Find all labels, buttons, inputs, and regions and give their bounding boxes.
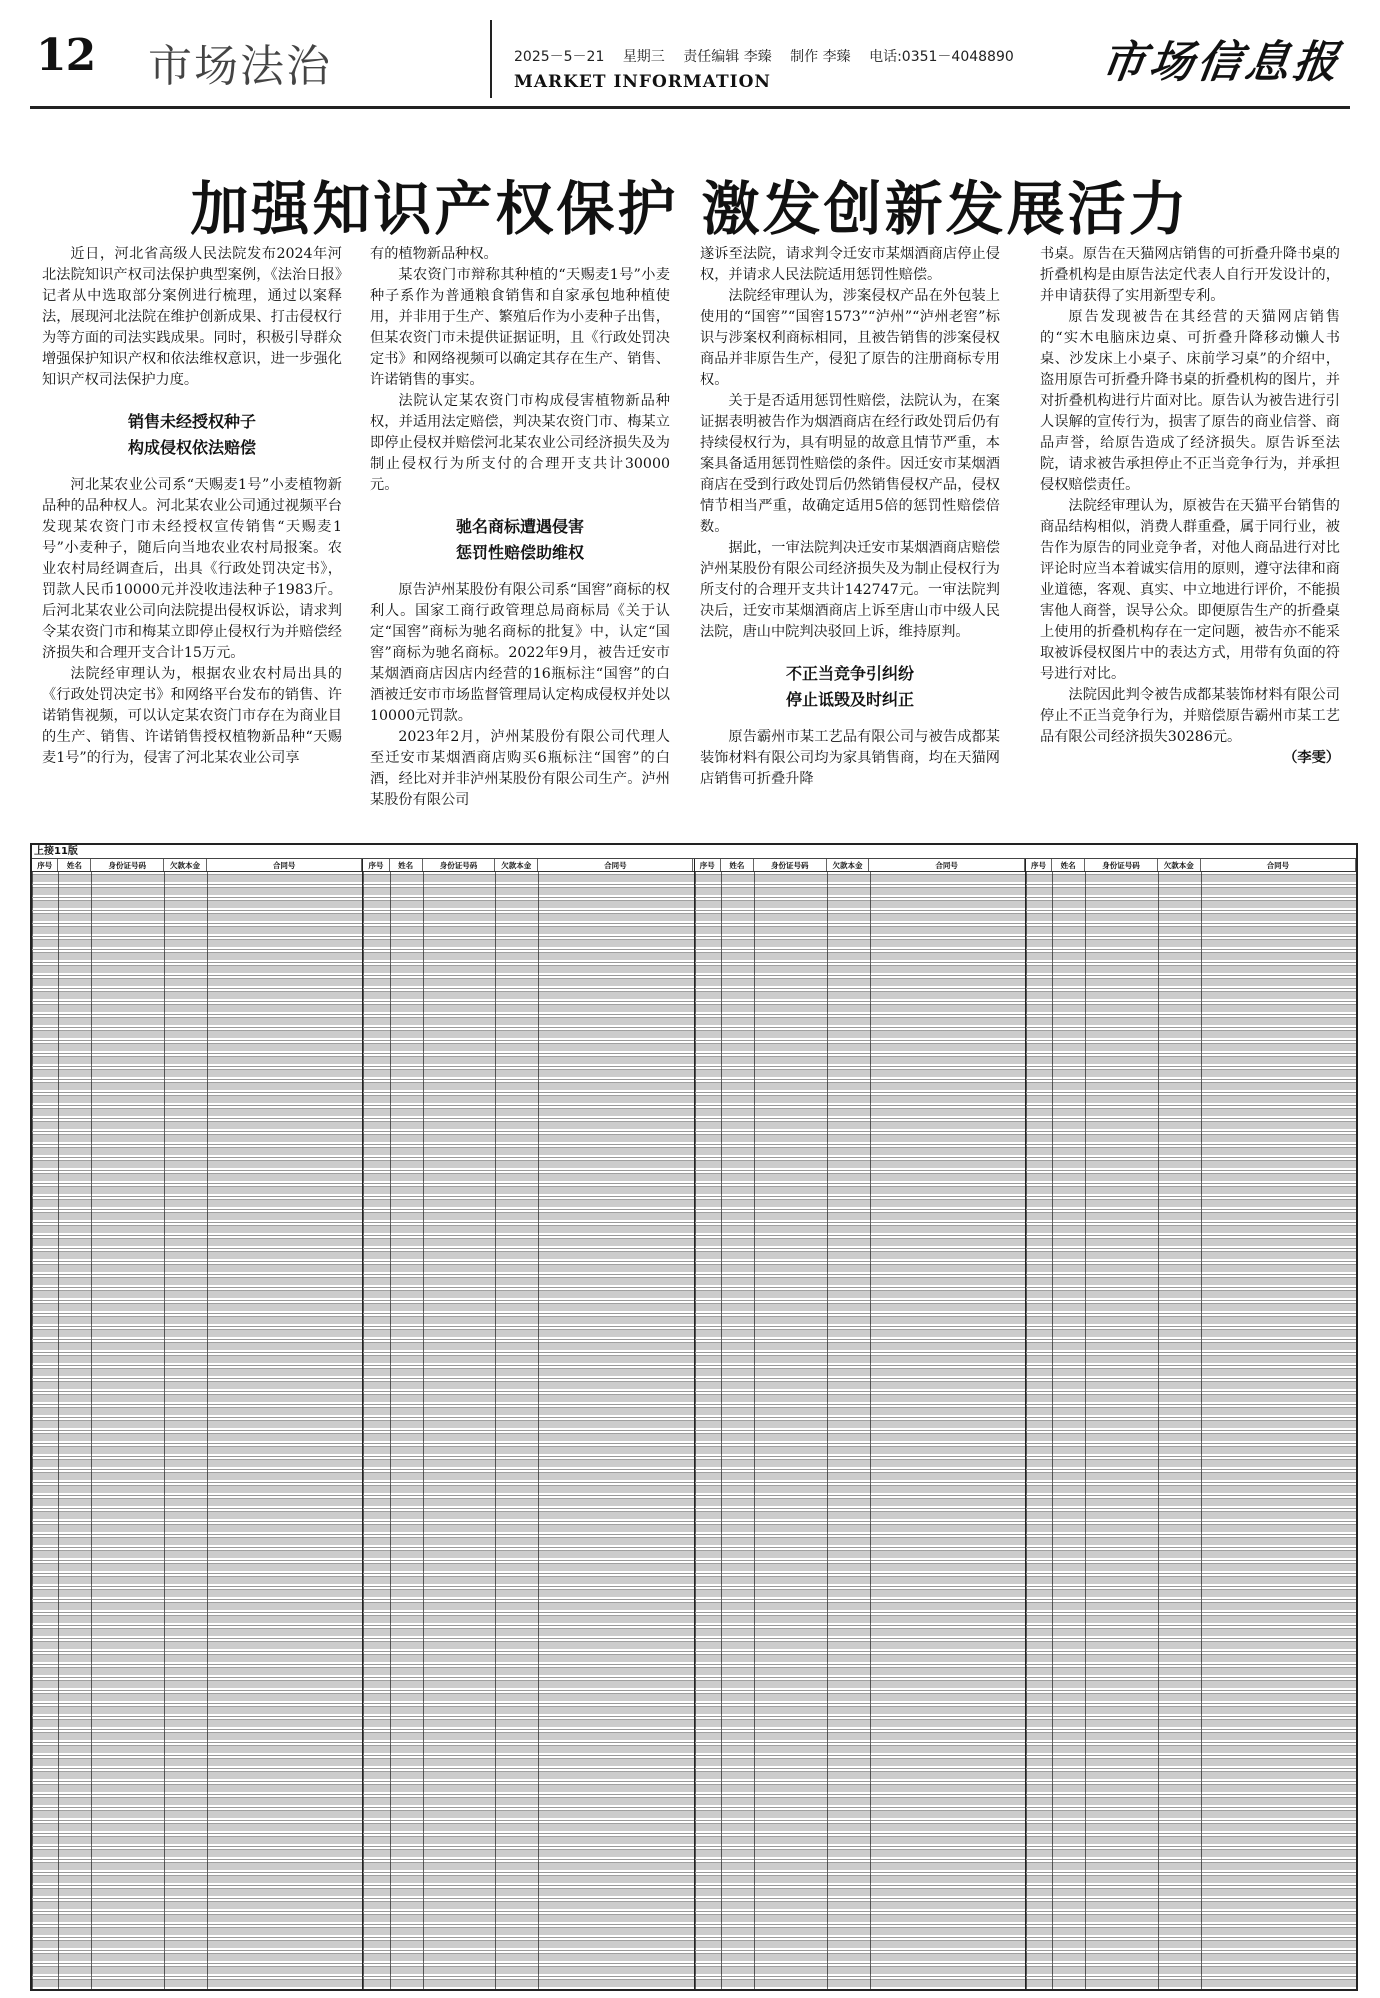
- paragraph: 法院认定某农资门市构成侵害植物新品种权，并适用法定赔偿，判决某农资门市、梅某立即停止侵权并赔偿河北某农业公司经济损失及为制止侵权行为所支付的合理开支共计30000元。: [370, 393, 670, 493]
- subhead-3: [700, 661, 1000, 713]
- page-number: 12: [36, 30, 96, 81]
- header-name: 姓名: [390, 859, 423, 871]
- paragraph: 法院因此判令被告成都某装饰材料有限公司停止不正当竞争行为，并赔偿原告霸州市某工艺品有限公司经济损失30286元。: [1040, 687, 1340, 745]
- subhead-1-line-2: 构成侵权依法赔偿: [127, 438, 256, 457]
- subhead-2-line-1: 驰名商标遭遇侵害: [455, 517, 584, 536]
- paragraph: 某农资门市辩称其种植的“天赐麦1号”小麦种子系作为普通粮食销售和自家承包地种植使用，并非用于生产、繁殖后作为小麦种子出售，但某农资门市未提供证据证明，且《行政处罚决定书》和网络视频可以确定其存在生产、销售、许诺销售的事实。: [370, 267, 670, 388]
- article-column-3: [700, 244, 1000, 790]
- table-column-group: [1026, 859, 1356, 1989]
- table-header: [1026, 859, 1356, 872]
- table-rows: [363, 872, 693, 1989]
- header-index: 序号: [695, 859, 721, 871]
- intro-paragraph: 近日，河北省高级人民法院发布2024年河北法院知识产权司法保护典型案例，《法治日报》记者从中选取部分案例进行梳理，通过以案释法，展现河北法院在维护创新成果、打击侵权行为等方面的司法实践成果。同时，积极引导群众增强保护知识产权和依法维权意识，进一步强化知识产权司法保护力度。: [42, 246, 342, 388]
- header-principal: 欠款本金: [827, 859, 870, 871]
- debtor-table: [30, 843, 1358, 1991]
- paragraph: 关于是否适用惩罚性赔偿，法院认为，在案证据表明被告作为烟酒商店在经行政处罚后仍有持续侵权行为，具有明显的故意且情节严重，本案具备适用惩罚性赔偿的条件。因迁安市某烟酒商店在受到行政处罚后仍然销售侵权产品，侵权情节相当严重，故确定适用5倍的惩罚性赔偿倍数。: [700, 393, 1000, 535]
- header-id: 身份证号码: [754, 859, 827, 871]
- page-header: [30, 20, 1350, 100]
- article-column-1: [42, 244, 342, 769]
- paragraph: 法院经审理认为，涉案侵权产品在外包装上使用的“国窖”“国窖1573”“泸州”“泸州老窖”标识与涉案权利商标相同，且被告销售的涉案侵权商品并非原告生产，侵犯了原告的注册商标专用权。: [700, 288, 1000, 388]
- table-continuation-note: 上接11版: [32, 845, 1356, 859]
- header-name: 姓名: [58, 859, 91, 871]
- table-body: [32, 859, 1356, 1989]
- table-column-group: [363, 859, 694, 1989]
- table-header: [695, 859, 1025, 872]
- paragraph: 法院经审理认为，根据农业农村局出具的《行政处罚决定书》和网络平台发布的销售、许诺销售视频，可以认定某农资门市存在为商业目的生产、销售、许诺销售授权植物新品种“天赐麦1号”的行为，侵害了河北某农业公司享: [42, 666, 342, 766]
- section-title: 市场法治: [148, 41, 332, 92]
- article-author: （李雯）: [1283, 750, 1340, 766]
- header-principal: 欠款本金: [164, 859, 207, 871]
- paragraph: 书桌。原告在天猫网店销售的可折叠升降书桌的折叠机构是由原告法定代表人自行开发设计的，并申请获得了实用新型专利。: [1040, 246, 1340, 304]
- header-name: 姓名: [721, 859, 754, 871]
- paragraph: 2023年2月，泸州某股份有限公司代理人至迁安市某烟酒商店购买6瓶标注“国窖”的白酒，经比对并非泸州某股份有限公司生产。泸州某股份有限公司: [370, 729, 670, 808]
- table-rows: [32, 872, 362, 1989]
- header-principal: 欠款本金: [495, 859, 538, 871]
- issue-weekday: 星期三: [622, 49, 665, 65]
- paragraph: 据此，一审法院判决迁安市某烟酒商店赔偿泸州某股份有限公司经济损失及为制止侵权行为所支付的合理开支共计142747元。一审法院判决后，迁安市某烟酒商店上诉至唐山市中级人民法院，唐山中院判决驳回上诉，维持原判。: [700, 540, 1000, 640]
- header-id: 身份证号码: [423, 859, 496, 871]
- table-rows: [695, 872, 1025, 1989]
- newspaper-logo: 市场信息报: [1097, 37, 1345, 88]
- paragraph: 有的植物新品种权。: [370, 246, 498, 262]
- subhead-2: [370, 514, 670, 566]
- table-header: [32, 859, 362, 872]
- subhead-1-line-1: 销售未经授权种子: [127, 412, 256, 431]
- phone: 电话:0351－4048890: [869, 49, 1014, 65]
- subhead-3-line-1: 不正当竞争引纠纷: [785, 664, 914, 683]
- table-column-group: [32, 859, 363, 1989]
- producer: 制作 李臻: [790, 49, 851, 65]
- header-principal: 欠款本金: [1158, 859, 1201, 871]
- english-section-title: MARKET INFORMATION: [514, 72, 771, 92]
- header-meta: [514, 46, 1028, 66]
- issue-date: 2025－5－21: [514, 49, 605, 65]
- header-divider: [490, 20, 492, 98]
- header-index: 序号: [32, 859, 58, 871]
- table-column-group: [695, 859, 1026, 1989]
- header-contract: 合同号: [869, 859, 1024, 871]
- paragraph: 原告霸州市某工艺品有限公司与被告成都某装饰材料有限公司均为家具销售商，均在天猫网店销售可折叠升降: [700, 729, 1000, 787]
- table-header: [363, 859, 693, 872]
- header-contract: 合同号: [1201, 859, 1356, 871]
- subhead-1: [42, 409, 342, 461]
- header-contract: 合同号: [207, 859, 362, 871]
- header-name: 姓名: [1052, 859, 1085, 871]
- header-index: 序号: [363, 859, 389, 871]
- paragraph: 原告泸州某股份有限公司系“国窖”商标的权利人。国家工商行政管理总局商标局《关于认定“国窖”商标为驰名商标的批复》中，认定“国窖”商标为驰名商标。2022年9月，被告迁安市某烟酒商店因店内经营的16瓶标注“国窖”的白酒被迁安市市场监督管理局认定构成侵权并处以10000元罚款。: [370, 582, 670, 724]
- editor: 责任编辑 李臻: [683, 49, 772, 65]
- header-index: 序号: [1026, 859, 1052, 871]
- article-column-4: [1040, 244, 1340, 769]
- subhead-2-line-2: 惩罚性赔偿助维权: [455, 543, 584, 562]
- paragraph: 法院经审理认为，原被告在天猫平台销售的商品结构相似，消费人群重叠，属于同行业，被告作为原告的同业竞争者，对他人商品进行对比评论时应当本着诚实信用的原则，遵守法律和商业道德，客观、真实、中立地进行评价，不能损害他人商誉，误导公众。即便原告生产的折叠桌上使用的折叠机构存在一定问题，被告亦不能采取被诉侵权图片中的表达方式，用带有负面的符号进行对比。: [1040, 498, 1340, 682]
- article-column-2: [370, 244, 670, 811]
- header-rule: [30, 106, 1350, 109]
- article-headline: 加强知识产权保护 激发创新发展活力: [190, 175, 1190, 243]
- paragraph: 河北某农业公司系“天赐麦1号”小麦植物新品种的品种权人。河北某农业公司通过视频平台发现某农资门市未经授权宣传销售“天赐麦1号”小麦种子，随后向当地农业农村局报案。农业农村局经调查后，出具《行政处罚决定书》，罚款人民币10000元并没收违法种子1983斤。后河北某农业公司向法院提出侵权诉讼，请求判令某农资门市和梅某立即停止侵权行为并赔偿经济损失和合理开支合计15万元。: [42, 477, 342, 661]
- paragraph: 遂诉至法院，请求判令迁安市某烟酒商店停止侵权，并请求人民法院适用惩罚性赔偿。: [700, 246, 1000, 283]
- header-contract: 合同号: [538, 859, 693, 871]
- paragraph: 原告发现被告在其经营的天猫网店销售的“实木电脑床边桌、可折叠升降移动懒人书桌、沙发床上小桌子、床前学习桌”的介绍中，盗用原告可折叠升降书桌的折叠机构的图片，并对折叠机构进行片面对比。原告认为被告进行引人误解的宣传行为，损害了原告的商业信誉、商品声誉，给原告造成了经济损失。原告诉至法院，请求被告承担停止不正当竞争行为，并承担侵权赔偿责任。: [1040, 309, 1340, 493]
- header-id: 身份证号码: [1085, 859, 1158, 871]
- subhead-3-line-2: 停止诋毁及时纠正: [785, 690, 914, 709]
- header-id: 身份证号码: [91, 859, 164, 871]
- table-rows: [1026, 872, 1356, 1989]
